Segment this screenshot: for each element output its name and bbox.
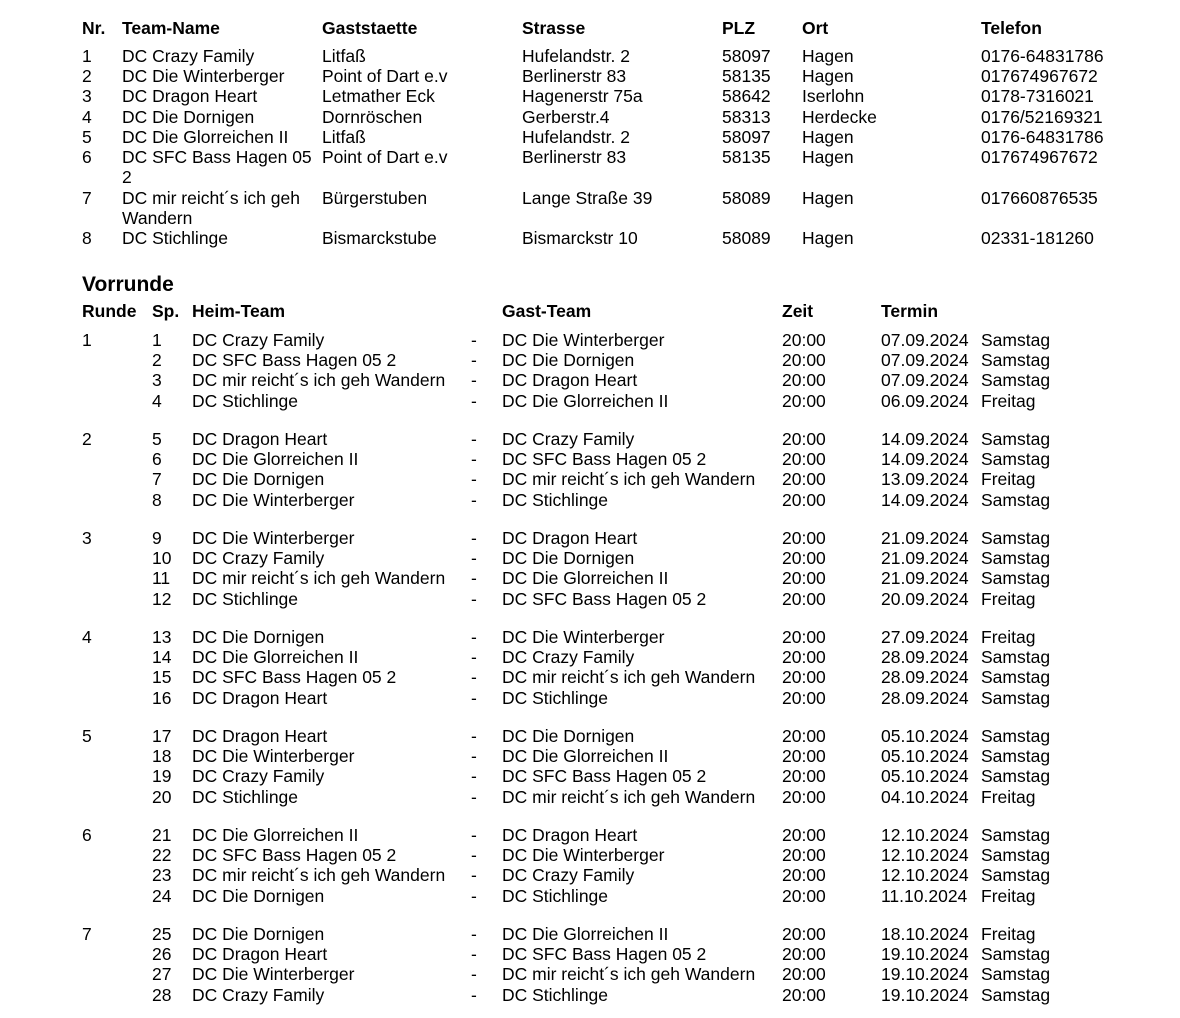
match-separator: - bbox=[471, 548, 477, 568]
match-time: 20:00 bbox=[782, 528, 826, 548]
round-number: 6 bbox=[82, 825, 92, 845]
away-team: DC Die Winterberger bbox=[502, 845, 665, 865]
away-team: DC Die Glorreichen II bbox=[502, 746, 669, 766]
match-weekday: Samstag bbox=[981, 370, 1051, 390]
match-weekday: Samstag bbox=[981, 449, 1051, 469]
col-header-city: Ort bbox=[802, 18, 829, 38]
away-team: DC mir reicht´s ich geh Wandern bbox=[502, 964, 756, 984]
team-name: DC mir reicht´s ich geh bbox=[122, 188, 300, 208]
match-date: 12.10.2024 bbox=[881, 865, 969, 885]
match-number: 6 bbox=[152, 449, 162, 469]
team-city: Iserlohn bbox=[802, 86, 865, 106]
team-plz: 58089 bbox=[722, 188, 771, 208]
home-team: DC Stichlinge bbox=[192, 391, 299, 411]
team-street: Hufelandstr. 2 bbox=[522, 46, 630, 66]
team-phone: 0176/52169321 bbox=[981, 107, 1103, 127]
match-separator: - bbox=[471, 746, 477, 766]
match-number: 11 bbox=[152, 568, 171, 588]
team-name: DC Die Glorreichen II bbox=[122, 127, 289, 147]
match-time: 20:00 bbox=[782, 490, 826, 510]
round-number: 3 bbox=[82, 528, 92, 548]
home-team: DC Die Winterberger bbox=[192, 964, 355, 984]
home-team: DC Die Winterberger bbox=[192, 746, 355, 766]
match-date: 20.09.2024 bbox=[881, 589, 969, 609]
match-date: 14.09.2024 bbox=[881, 490, 969, 510]
match-number: 13 bbox=[152, 627, 172, 647]
match-separator: - bbox=[471, 429, 477, 449]
match-separator: - bbox=[471, 985, 477, 1005]
match-number: 2 bbox=[152, 350, 162, 370]
home-team: DC Dragon Heart bbox=[192, 429, 328, 449]
match-weekday: Freitag bbox=[981, 627, 1036, 647]
match-number: 26 bbox=[152, 944, 172, 964]
match-weekday: Freitag bbox=[981, 391, 1036, 411]
away-team: DC Stichlinge bbox=[502, 886, 609, 906]
away-team: DC SFC Bass Hagen 05 2 bbox=[502, 766, 707, 786]
away-team: DC Crazy Family bbox=[502, 429, 635, 449]
match-time: 20:00 bbox=[782, 391, 826, 411]
match-time: 20:00 bbox=[782, 944, 826, 964]
team-plz: 58097 bbox=[722, 46, 771, 66]
home-team: DC Die Dornigen bbox=[192, 627, 325, 647]
away-team: DC Die Winterberger bbox=[502, 330, 665, 350]
match-number: 14 bbox=[152, 647, 172, 667]
match-separator: - bbox=[471, 350, 477, 370]
match-time: 20:00 bbox=[782, 667, 826, 687]
home-team: DC Crazy Family bbox=[192, 766, 325, 786]
match-date: 12.10.2024 bbox=[881, 825, 969, 845]
match-separator: - bbox=[471, 964, 477, 984]
home-team: DC mir reicht´s ich geh Wandern bbox=[192, 568, 446, 588]
col-header-phone: Telefon bbox=[981, 18, 1042, 38]
away-team: DC Die Dornigen bbox=[502, 350, 635, 370]
match-number: 25 bbox=[152, 924, 172, 944]
match-weekday: Samstag bbox=[981, 568, 1051, 588]
away-team: DC Stichlinge bbox=[502, 985, 609, 1005]
match-separator: - bbox=[471, 449, 477, 469]
match-time: 20:00 bbox=[782, 370, 826, 390]
match-weekday: Samstag bbox=[981, 726, 1051, 746]
match-separator: - bbox=[471, 944, 477, 964]
match-weekday: Samstag bbox=[981, 985, 1051, 1005]
match-separator: - bbox=[471, 627, 477, 647]
match-time: 20:00 bbox=[782, 886, 826, 906]
match-separator: - bbox=[471, 391, 477, 411]
home-team: DC Die Winterberger bbox=[192, 490, 355, 510]
match-weekday: Samstag bbox=[981, 845, 1051, 865]
team-name: DC Die Winterberger bbox=[122, 66, 285, 86]
team-venue: Dornröschen bbox=[322, 107, 423, 127]
match-number: 3 bbox=[152, 370, 162, 390]
match-separator: - bbox=[471, 924, 477, 944]
match-time: 20:00 bbox=[782, 429, 826, 449]
team-plz: 58135 bbox=[722, 66, 771, 86]
match-number: 22 bbox=[152, 845, 172, 865]
team-name: DC Stichlinge bbox=[122, 228, 229, 248]
match-date: 14.09.2024 bbox=[881, 429, 969, 449]
match-time: 20:00 bbox=[782, 589, 826, 609]
away-team: DC SFC Bass Hagen 05 2 bbox=[502, 589, 707, 609]
col-header-game: Sp. bbox=[152, 301, 180, 321]
team-name: DC Crazy Family bbox=[122, 46, 255, 66]
team-phone: 0178-7316021 bbox=[981, 86, 1094, 106]
match-separator: - bbox=[471, 647, 477, 667]
match-date: 21.09.2024 bbox=[881, 548, 969, 568]
match-time: 20:00 bbox=[782, 627, 826, 647]
team-phone: 0176-64831786 bbox=[981, 127, 1104, 147]
match-separator: - bbox=[471, 766, 477, 786]
match-date: 28.09.2024 bbox=[881, 647, 969, 667]
team-street: Berlinerstr 83 bbox=[522, 147, 627, 167]
match-number: 27 bbox=[152, 964, 172, 984]
team-city: Hagen bbox=[802, 127, 854, 147]
match-number: 17 bbox=[152, 726, 172, 746]
away-team: DC Stichlinge bbox=[502, 688, 609, 708]
match-weekday: Samstag bbox=[981, 944, 1051, 964]
match-time: 20:00 bbox=[782, 865, 826, 885]
round-number: 4 bbox=[82, 627, 92, 647]
match-time: 20:00 bbox=[782, 688, 826, 708]
round-number: 1 bbox=[82, 330, 92, 350]
home-team: DC Die Dornigen bbox=[192, 469, 325, 489]
away-team: DC SFC Bass Hagen 05 2 bbox=[502, 449, 707, 469]
away-team: DC Dragon Heart bbox=[502, 528, 638, 548]
match-date: 11.10.2024 bbox=[881, 886, 968, 906]
match-date: 07.09.2024 bbox=[881, 350, 969, 370]
col-header-away: Gast-Team bbox=[502, 301, 592, 321]
home-team: DC mir reicht´s ich geh Wandern bbox=[192, 370, 446, 390]
match-date: 05.10.2024 bbox=[881, 726, 969, 746]
home-team: DC Die Dornigen bbox=[192, 924, 325, 944]
match-number: 5 bbox=[152, 429, 162, 449]
team-nr: 5 bbox=[82, 127, 92, 147]
match-weekday: Samstag bbox=[981, 667, 1051, 687]
match-date: 19.10.2024 bbox=[881, 964, 969, 984]
match-number: 24 bbox=[152, 886, 172, 906]
col-header-time: Zeit bbox=[782, 301, 814, 321]
match-number: 8 bbox=[152, 490, 162, 510]
match-date: 21.09.2024 bbox=[881, 528, 969, 548]
team-nr: 4 bbox=[82, 107, 92, 127]
match-number: 16 bbox=[152, 688, 172, 708]
match-number: 23 bbox=[152, 865, 172, 885]
match-date: 07.09.2024 bbox=[881, 370, 969, 390]
match-weekday: Freitag bbox=[981, 787, 1036, 807]
team-venue: Point of Dart e.v bbox=[322, 147, 448, 167]
match-separator: - bbox=[471, 865, 477, 885]
team-plz: 58089 bbox=[722, 228, 771, 248]
round-number: 5 bbox=[82, 726, 92, 746]
match-time: 20:00 bbox=[782, 825, 826, 845]
match-date: 06.09.2024 bbox=[881, 391, 969, 411]
match-time: 20:00 bbox=[782, 469, 826, 489]
match-time: 20:00 bbox=[782, 548, 826, 568]
match-time: 20:00 bbox=[782, 924, 826, 944]
team-plz: 58097 bbox=[722, 127, 771, 147]
away-team: DC Die Dornigen bbox=[502, 726, 635, 746]
team-street: Bismarckstr 10 bbox=[522, 228, 638, 248]
away-team: DC Die Winterberger bbox=[502, 627, 665, 647]
team-phone: 017674967672 bbox=[981, 66, 1098, 86]
away-team: DC Die Glorreichen II bbox=[502, 924, 669, 944]
home-team: DC Crazy Family bbox=[192, 548, 325, 568]
match-weekday: Samstag bbox=[981, 688, 1051, 708]
match-time: 20:00 bbox=[782, 568, 826, 588]
match-date: 05.10.2024 bbox=[881, 766, 969, 786]
match-separator: - bbox=[471, 528, 477, 548]
match-separator: - bbox=[471, 589, 477, 609]
away-team: DC Die Glorreichen II bbox=[502, 568, 669, 588]
match-separator: - bbox=[471, 469, 477, 489]
match-weekday: Freitag bbox=[981, 469, 1036, 489]
col-header-nr: Nr. bbox=[82, 18, 106, 38]
match-separator: - bbox=[471, 886, 477, 906]
match-separator: - bbox=[471, 787, 477, 807]
match-separator: - bbox=[471, 688, 477, 708]
match-time: 20:00 bbox=[782, 845, 826, 865]
match-weekday: Samstag bbox=[981, 865, 1051, 885]
match-separator: - bbox=[471, 825, 477, 845]
away-team: DC Crazy Family bbox=[502, 647, 635, 667]
team-plz: 58135 bbox=[722, 147, 771, 167]
match-date: 12.10.2024 bbox=[881, 845, 969, 865]
match-date: 13.09.2024 bbox=[881, 469, 969, 489]
match-weekday: Samstag bbox=[981, 350, 1051, 370]
away-team: DC Die Glorreichen II bbox=[502, 391, 669, 411]
team-name: 2 bbox=[122, 167, 132, 187]
match-date: 28.09.2024 bbox=[881, 688, 969, 708]
team-street: Hagenerstr 75a bbox=[522, 86, 643, 106]
match-date: 04.10.2024 bbox=[881, 787, 969, 807]
away-team: DC Stichlinge bbox=[502, 490, 609, 510]
home-team: DC SFC Bass Hagen 05 2 bbox=[192, 350, 397, 370]
match-weekday: Samstag bbox=[981, 825, 1051, 845]
match-weekday: Freitag bbox=[981, 924, 1036, 944]
match-number: 7 bbox=[152, 469, 162, 489]
home-team: DC Dragon Heart bbox=[192, 688, 328, 708]
team-street: Lange Straße 39 bbox=[522, 188, 653, 208]
team-nr: 3 bbox=[82, 86, 92, 106]
match-weekday: Samstag bbox=[981, 647, 1051, 667]
team-venue: Litfaß bbox=[322, 46, 366, 66]
match-separator: - bbox=[471, 726, 477, 746]
match-weekday: Freitag bbox=[981, 589, 1036, 609]
match-time: 20:00 bbox=[782, 985, 826, 1005]
team-phone: 017660876535 bbox=[981, 188, 1098, 208]
team-nr: 7 bbox=[82, 188, 92, 208]
team-name: Wandern bbox=[122, 208, 193, 228]
home-team: DC Die Glorreichen II bbox=[192, 825, 359, 845]
away-team: DC mir reicht´s ich geh Wandern bbox=[502, 469, 756, 489]
home-team: DC Die Dornigen bbox=[192, 886, 325, 906]
col-header-street: Strasse bbox=[522, 18, 586, 38]
match-date: 21.09.2024 bbox=[881, 568, 969, 588]
match-number: 9 bbox=[152, 528, 162, 548]
team-phone: 017674967672 bbox=[981, 147, 1098, 167]
team-venue: Point of Dart e.v bbox=[322, 66, 448, 86]
away-team: DC mir reicht´s ich geh Wandern bbox=[502, 667, 756, 687]
home-team: DC SFC Bass Hagen 05 2 bbox=[192, 845, 397, 865]
match-time: 20:00 bbox=[782, 449, 826, 469]
team-nr: 8 bbox=[82, 228, 92, 248]
team-street: Gerberstr.4 bbox=[522, 107, 610, 127]
match-number: 20 bbox=[152, 787, 172, 807]
match-weekday: Freitag bbox=[981, 886, 1036, 906]
home-team: DC Die Glorreichen II bbox=[192, 449, 359, 469]
away-team: DC Die Dornigen bbox=[502, 548, 635, 568]
team-nr: 2 bbox=[82, 66, 92, 86]
team-name: DC Dragon Heart bbox=[122, 86, 258, 106]
match-number: 12 bbox=[152, 589, 172, 609]
away-team: DC Crazy Family bbox=[502, 865, 635, 885]
match-weekday: Samstag bbox=[981, 766, 1051, 786]
match-weekday: Samstag bbox=[981, 330, 1051, 350]
home-team: DC Stichlinge bbox=[192, 589, 299, 609]
home-team: DC Stichlinge bbox=[192, 787, 299, 807]
home-team: DC Die Winterberger bbox=[192, 528, 355, 548]
match-number: 10 bbox=[152, 548, 172, 568]
team-city: Hagen bbox=[802, 188, 854, 208]
team-plz: 58313 bbox=[722, 107, 771, 127]
team-nr: 6 bbox=[82, 147, 92, 167]
team-city: Hagen bbox=[802, 66, 854, 86]
team-venue: Litfaß bbox=[322, 127, 366, 147]
match-date: 18.10.2024 bbox=[881, 924, 969, 944]
team-city: Hagen bbox=[802, 46, 854, 66]
home-team: DC Dragon Heart bbox=[192, 944, 328, 964]
match-weekday: Samstag bbox=[981, 964, 1051, 984]
team-street: Berlinerstr 83 bbox=[522, 66, 627, 86]
match-number: 19 bbox=[152, 766, 172, 786]
match-date: 19.10.2024 bbox=[881, 944, 969, 964]
match-weekday: Samstag bbox=[981, 429, 1051, 449]
col-header-team: Team-Name bbox=[122, 18, 220, 38]
away-team: DC Dragon Heart bbox=[502, 825, 638, 845]
col-header-date: Termin bbox=[881, 301, 939, 321]
match-number: 21 bbox=[152, 825, 172, 845]
match-time: 20:00 bbox=[782, 746, 826, 766]
home-team: DC mir reicht´s ich geh Wandern bbox=[192, 865, 446, 885]
match-date: 19.10.2024 bbox=[881, 985, 969, 1005]
match-separator: - bbox=[471, 330, 477, 350]
team-name: DC Die Dornigen bbox=[122, 107, 255, 127]
home-team: DC Dragon Heart bbox=[192, 726, 328, 746]
match-time: 20:00 bbox=[782, 787, 826, 807]
match-date: 07.09.2024 bbox=[881, 330, 969, 350]
match-separator: - bbox=[471, 667, 477, 687]
team-venue: Letmather Eck bbox=[322, 86, 435, 106]
home-team: DC Crazy Family bbox=[192, 330, 325, 350]
team-street: Hufelandstr. 2 bbox=[522, 127, 630, 147]
away-team: DC Dragon Heart bbox=[502, 370, 638, 390]
match-weekday: Samstag bbox=[981, 528, 1051, 548]
team-phone: 02331-181260 bbox=[981, 228, 1094, 248]
match-number: 28 bbox=[152, 985, 172, 1005]
match-number: 1 bbox=[152, 330, 162, 350]
away-team: DC mir reicht´s ich geh Wandern bbox=[502, 787, 756, 807]
match-separator: - bbox=[471, 490, 477, 510]
match-time: 20:00 bbox=[782, 350, 826, 370]
team-plz: 58642 bbox=[722, 86, 771, 106]
match-time: 20:00 bbox=[782, 726, 826, 746]
match-time: 20:00 bbox=[782, 647, 826, 667]
round-number: 2 bbox=[82, 429, 92, 449]
round-number: 7 bbox=[82, 924, 92, 944]
section-title: Vorrunde bbox=[82, 273, 174, 296]
match-weekday: Samstag bbox=[981, 548, 1051, 568]
team-nr: 1 bbox=[82, 46, 92, 66]
col-header-venue: Gaststaette bbox=[322, 18, 418, 38]
team-venue: Bürgerstuben bbox=[322, 188, 428, 208]
match-date: 14.09.2024 bbox=[881, 449, 969, 469]
match-number: 18 bbox=[152, 746, 172, 766]
col-header-plz: PLZ bbox=[722, 18, 756, 38]
match-time: 20:00 bbox=[782, 330, 826, 350]
match-number: 4 bbox=[152, 391, 162, 411]
match-date: 28.09.2024 bbox=[881, 667, 969, 687]
match-date: 27.09.2024 bbox=[881, 627, 969, 647]
team-phone: 0176-64831786 bbox=[981, 46, 1104, 66]
home-team: DC Crazy Family bbox=[192, 985, 325, 1005]
match-separator: - bbox=[471, 845, 477, 865]
match-time: 20:00 bbox=[782, 766, 826, 786]
col-header-home: Heim-Team bbox=[192, 301, 286, 321]
team-name: DC SFC Bass Hagen 05 bbox=[122, 147, 312, 167]
team-city: Herdecke bbox=[802, 107, 877, 127]
home-team: DC Die Glorreichen II bbox=[192, 647, 359, 667]
home-team: DC SFC Bass Hagen 05 2 bbox=[192, 667, 397, 687]
col-header-round: Runde bbox=[82, 301, 137, 321]
team-city: Hagen bbox=[802, 228, 854, 248]
team-city: Hagen bbox=[802, 147, 854, 167]
match-weekday: Samstag bbox=[981, 746, 1051, 766]
match-separator: - bbox=[471, 568, 477, 588]
match-time: 20:00 bbox=[782, 964, 826, 984]
team-venue: Bismarckstube bbox=[322, 228, 437, 248]
match-date: 05.10.2024 bbox=[881, 746, 969, 766]
match-weekday: Samstag bbox=[981, 490, 1051, 510]
away-team: DC SFC Bass Hagen 05 2 bbox=[502, 944, 707, 964]
match-number: 15 bbox=[152, 667, 172, 687]
match-separator: - bbox=[471, 370, 477, 390]
